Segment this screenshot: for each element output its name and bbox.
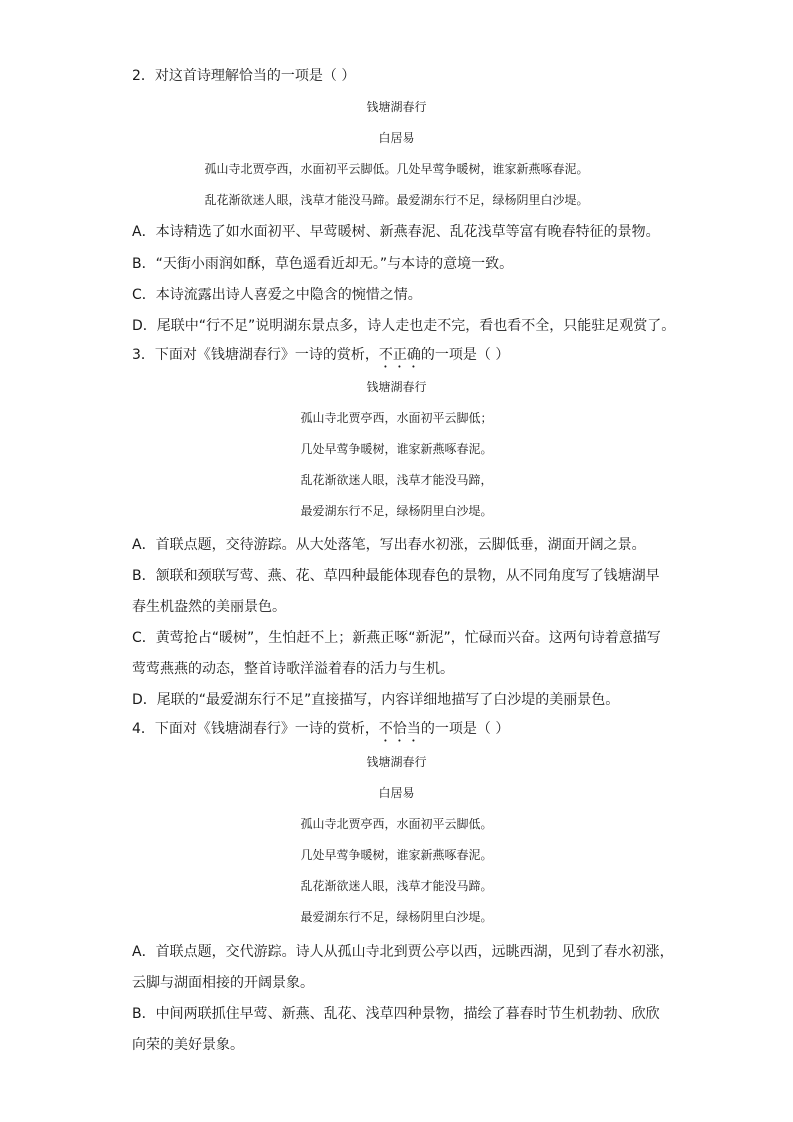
q2-poem-line: 乱花渐欲迷人眼，浅草才能没马蹄。最爱湖东行不足，绿杨阴里白沙堤。 xyxy=(204,193,589,207)
q3-poem-line: 最爱湖东行不足，绿杨阴里白沙堤。 xyxy=(300,504,493,518)
q3-poem-line: 几处早莺争暖树，谁家新燕啄春泥。 xyxy=(300,442,493,456)
option-text-cont: 向荣的美好景象。 xyxy=(132,1037,244,1053)
option-text: A．本诗精选了如水面初平、早莺暖树、新燕春泥、乱花浅草等富有晚春特征的景物。 xyxy=(132,224,660,240)
stem-prefix: 3．下面对《钱塘湖春行》一诗的赏析， xyxy=(132,347,379,363)
q2-poem-title: 钱塘湖春行 xyxy=(366,100,427,114)
q2-option-c[interactable] xyxy=(132,285,672,305)
stem-emphasis: 不恰当 xyxy=(378,721,421,737)
option-text: A．首联点题，交待游踪。从大处落笔，写出春水初涨，云脚低垂，湖面开阔之景。 xyxy=(132,537,646,553)
q3-option-a[interactable] xyxy=(132,535,672,555)
q3-poem-title: 钱塘湖春行 xyxy=(366,380,427,394)
option-text: C．本诗流露出诗人喜爱之中隐含的惋惜之情。 xyxy=(132,287,422,303)
question-2-stem: 2．对这首诗理解恰当的一项是（ ） xyxy=(132,68,356,84)
q4-option-a[interactable] xyxy=(132,942,672,993)
option-text: B．中间两联抓住早莺、新燕、乱花、浅草四种景物，描绘了暮春时节生机勃勃、欣欣 xyxy=(132,1006,660,1022)
option-text: D．尾联中“行不足”说明湖东景点多，诗人走也走不完，看也看不全，只能驻足观赏了。 xyxy=(132,318,676,334)
stem-emphasis: 不正确 xyxy=(378,347,421,363)
q3-option-b[interactable] xyxy=(132,566,672,617)
q4-poem-line: 几处早莺争暖树，谁家新燕啄春泥。 xyxy=(300,848,493,862)
q4-poem-line: 最爱湖东行不足，绿杨阴里白沙堤。 xyxy=(300,910,493,924)
q4-poem-author: 白居易 xyxy=(378,786,415,800)
q2-option-d[interactable] xyxy=(132,316,676,336)
option-text-cont: 云脚与湖面相接的开阔景象。 xyxy=(132,975,314,991)
q2-poem-line: 孤山寺北贾亭西，水面初平云脚低。几处早莺争暖树，谁家新燕啄春泥。 xyxy=(204,162,589,176)
q2-option-b[interactable] xyxy=(132,254,672,274)
q3-poem-line: 乱花渐欲迷人眼，浅草才能没马蹄， xyxy=(300,473,493,487)
stem-suffix: 的一项是（ ） xyxy=(420,721,510,737)
q4-poem-line: 乱花渐欲迷人眼，浅草才能没马蹄。 xyxy=(300,879,493,893)
question-4-stem xyxy=(132,719,509,745)
question-3-stem xyxy=(132,345,509,371)
q2-option-a[interactable] xyxy=(132,222,672,242)
q4-option-b[interactable] xyxy=(132,1004,672,1055)
stem-prefix: 4．下面对《钱塘湖春行》一诗的赏析， xyxy=(132,721,379,737)
option-text: B．颔联和颈联写莺、燕、花、草四种最能体现春色的景物，从不同角度写了钱塘湖早 xyxy=(132,568,660,584)
option-text: D．尾联的“最爱湖东行不足”直接描写，内容详细地描写了白沙堤的美丽景色。 xyxy=(132,692,620,708)
q3-option-d[interactable] xyxy=(132,690,672,710)
q4-poem-line: 孤山寺北贾亭西，水面初平云脚低。 xyxy=(300,817,493,831)
option-text: C．黄莺抢占“暖树”，生怕赶不上；新燕正啄“新泥”，忙碌而兴奋。这两句诗着意描写 xyxy=(132,630,661,646)
option-text: A．首联点题，交代游踪。诗人从孤山寺北到贾公亭以西，远眺西湖，见到了春水初涨， xyxy=(132,944,674,960)
option-text-cont: 莺莺燕燕的动态，整首诗歌洋溢着春的活力与生机。 xyxy=(132,661,454,677)
q2-poem-author: 白居易 xyxy=(378,131,415,145)
option-text: B．“天街小雨润如酥，草色遥看近却无。”与本诗的意境一致。 xyxy=(132,256,514,272)
q3-poem-line: 孤山寺北贾亭西，水面初平云脚低； xyxy=(300,411,493,425)
option-text-cont: 春生机盎然的美丽景色。 xyxy=(132,599,286,615)
q3-option-c[interactable] xyxy=(132,628,672,679)
stem-suffix: 的一项是（ ） xyxy=(420,347,510,363)
q4-poem-title: 钱塘湖春行 xyxy=(366,755,427,769)
